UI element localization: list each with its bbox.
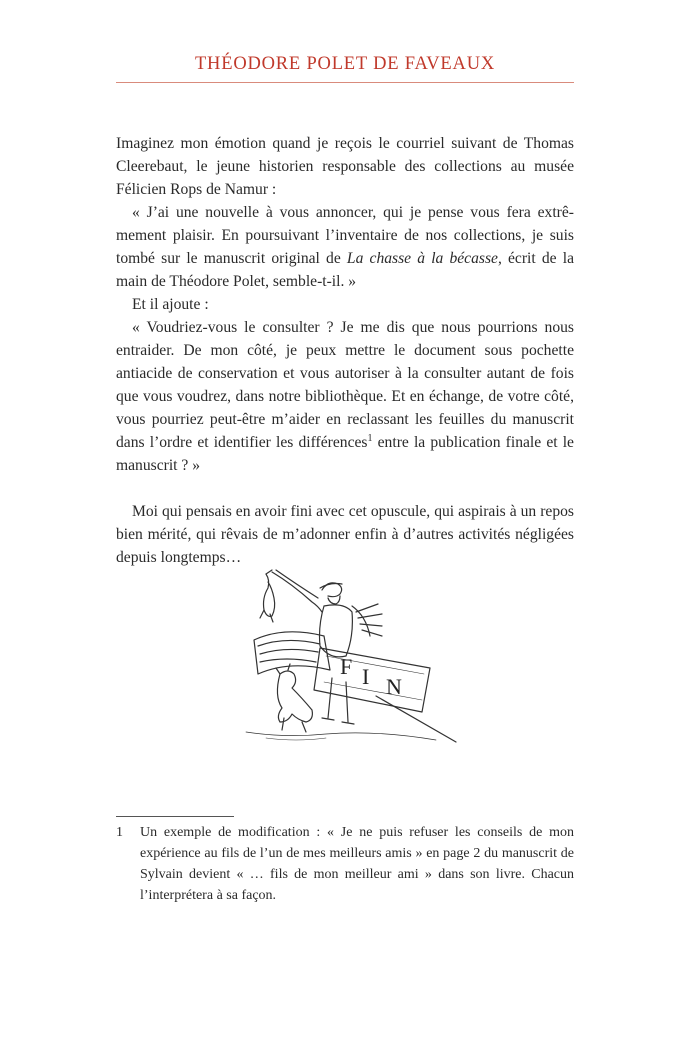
paragraph-2 <box>116 201 574 293</box>
paragraph-2-end: , écrit de la main de Théodore Polet, semble-t-il. » <box>116 250 574 290</box>
paragraph-1: Imaginez mon émotion quand je reçois le courriel suivant de Thomas Cleerebaut, le jeune historien responsable des collections au musée Félicien Rops de Namur : <box>116 135 574 198</box>
footnote-reference[interactable]: 1 <box>367 432 373 444</box>
paragraph-5: Moi qui pensais en avoir fini avec cet opuscule, qui aspirais à un repos bien mérité, qui rêvais de m’adonner enfin à d’autres activités négligées depuis longtemps… <box>116 503 574 566</box>
footnote-number: 1 <box>116 825 123 840</box>
running-head: THÉODORE POLET DE FAVEAUX <box>194 54 496 74</box>
paragraph-3: Et il ajoute : <box>132 296 209 313</box>
banner-letter-i: I <box>362 664 370 689</box>
paragraph-4 <box>116 316 574 477</box>
header-rule <box>116 82 574 83</box>
banner-letter-f: F <box>340 654 353 679</box>
footnote-text: Un exemple de modification : « Je ne puis refuser les conseils de mon expérience au fils de l’un de mes meilleurs amis » en page 2 du manuscrit de Sylvain devient « … fils de mon meilleur ami » dans son livre. Chacun l’interprétera à sa façon. <box>140 825 574 903</box>
main-text <box>116 132 574 569</box>
banner-letter-n: N <box>386 674 402 699</box>
paragraph-4-text: « Voudriez-vous le consulter ? Je me dis que nous pourrions nous entraider. De mon côté, je peux mettre le document sous pochette antiacide de conservation et vous autoriser à la consulter autant de fois que vous voudrez, dans notre bibliothèque. Et en échange, de votre côté, vous pourriez peut-être m’aider en reclassant les feuilles du manuscrit dans l’ordre et identifier les différences <box>116 319 574 451</box>
paragraph-4-end: entre la publication finale et le manuscrit ? » <box>116 434 574 474</box>
hunter-with-fin-banner-drawing <box>236 566 466 746</box>
paragraph-2-text: « J’ai une nouvelle à vous annoncer, qui je pense vous fera extrêmement plaisir. En poursuivant l’inventaire de nos collections, je suis tombé sur le manuscrit original de <box>116 204 574 267</box>
book-title: La chasse à la bécasse <box>346 250 498 267</box>
footnote <box>116 822 574 906</box>
footnote-rule <box>116 816 234 817</box>
